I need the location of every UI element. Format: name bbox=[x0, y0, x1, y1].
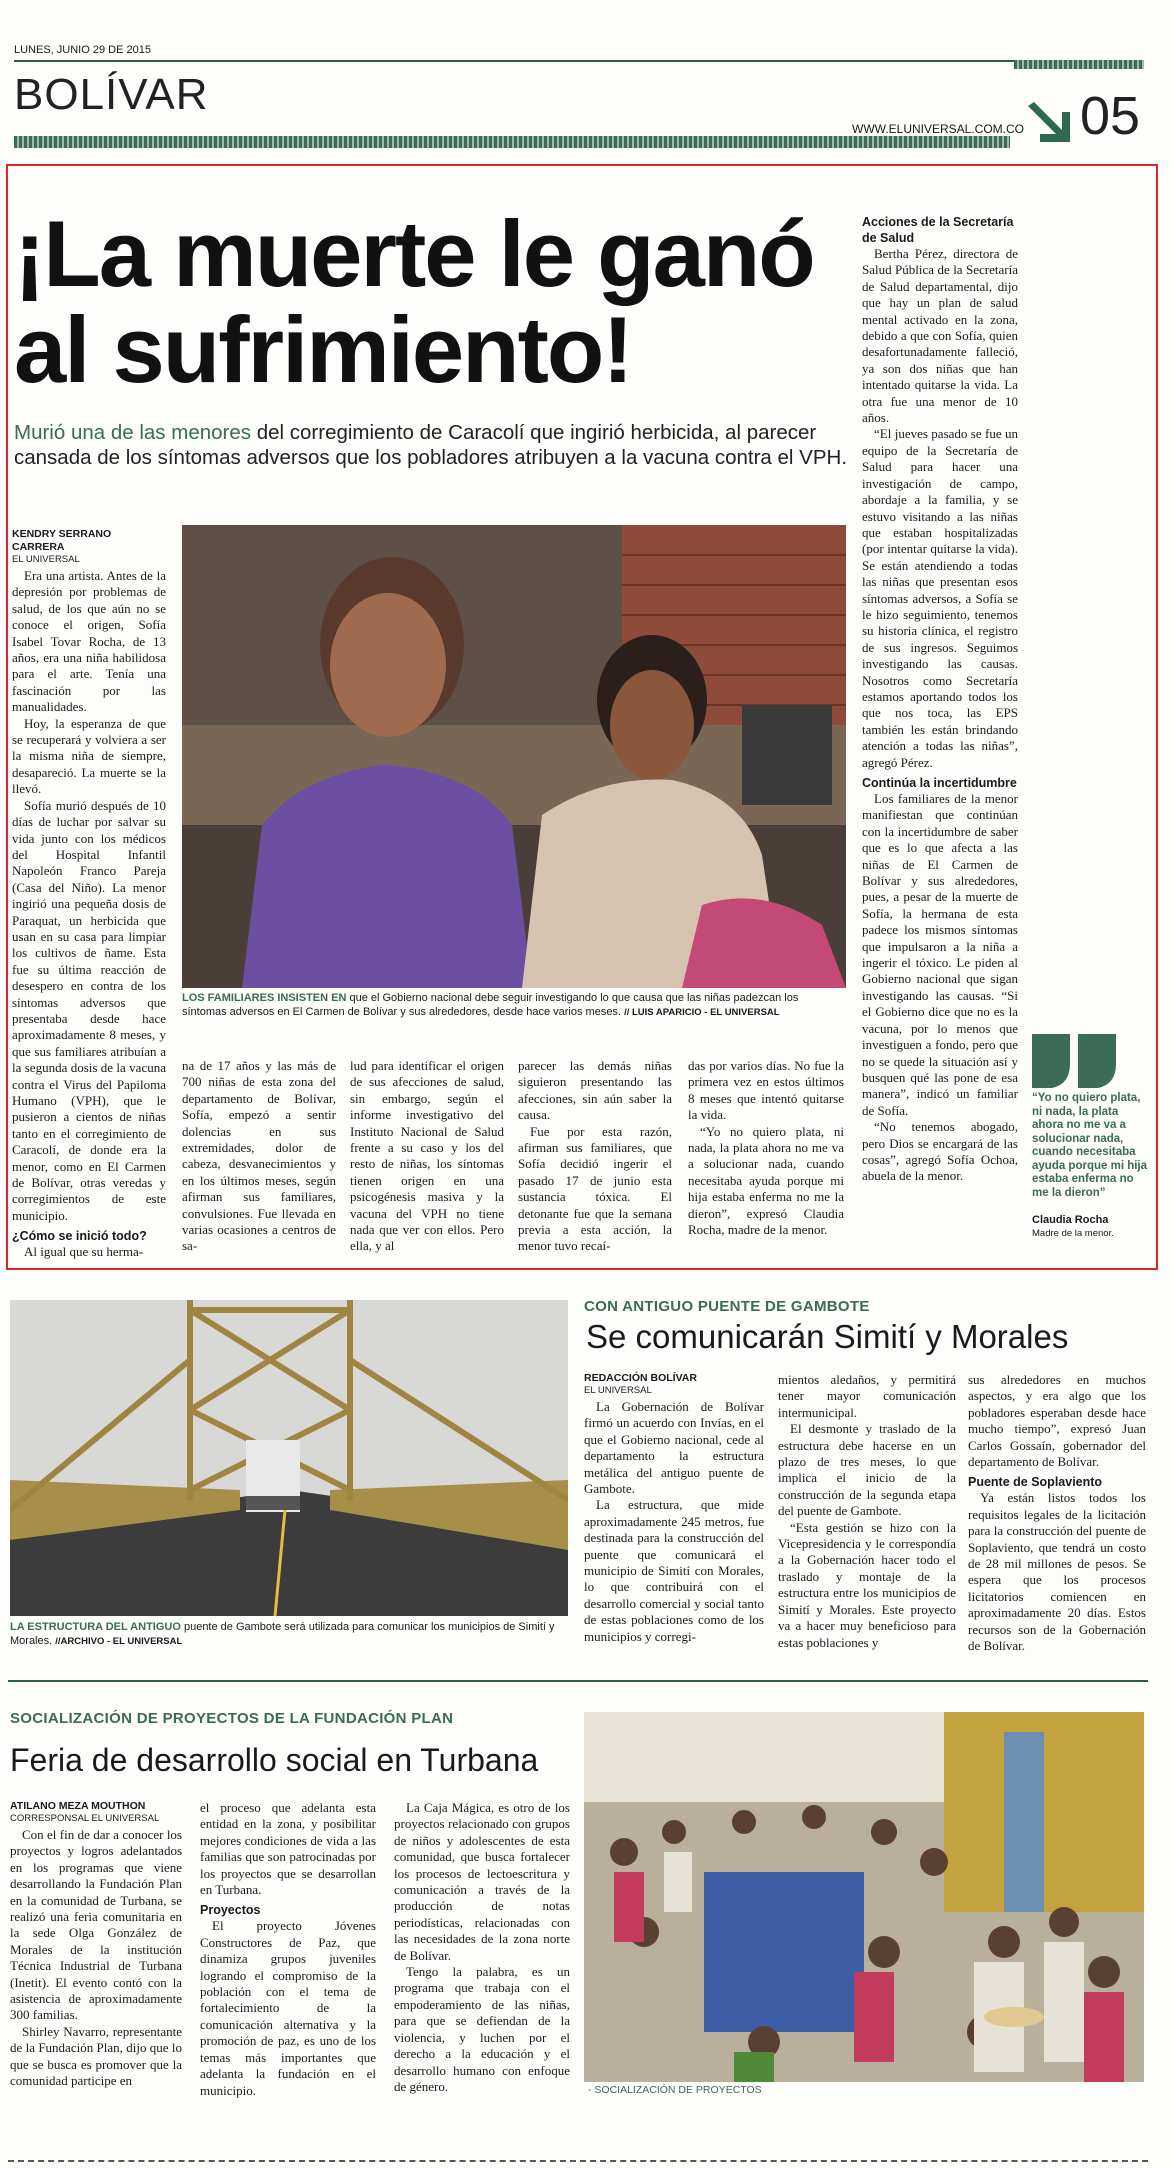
paragraph: sus alrededores en muchos aspectos, y era algo que los pobladores esperaban desde hace mucho tiempo”, expresó Juan Carlos Gossaín, gobernador del departamento de Bolívar. bbox=[968, 1372, 1146, 1470]
gambote-kicker: CON ANTIGUO PUENTE DE GAMBOTE bbox=[584, 1298, 870, 1315]
gambote-headline: Se comunicarán Simití y Morales bbox=[586, 1318, 1069, 1355]
gambote-caption bbox=[10, 1620, 568, 1649]
header-top-rule bbox=[14, 60, 1014, 62]
subhead: Continúa la incertidumbre bbox=[862, 776, 1017, 790]
section-divider bbox=[8, 1680, 1148, 1682]
caption-rest: puente de Gambote será utilizada para comunicar los municipios de Simití y Morales. bbox=[10, 1621, 555, 1647]
subhead: ¿Cómo se inició todo? bbox=[12, 1229, 147, 1244]
paragraph: Bertha Pérez, directora de Salud Pública de la Secretaría de Salud departamental, dijo que hay un plan de salud mental activado en la zona, debido a que con Sofía, quien desafortunadamente falleció, ya son dos niñas que han intentado quitarse la vida. La otra fue una menor de 10 años. bbox=[862, 246, 1018, 426]
headline-line-2: al sufrimiento! bbox=[14, 297, 632, 402]
main-headline bbox=[14, 201, 854, 402]
main-col-2 bbox=[182, 1058, 336, 1255]
deck-lead: Murió una de las menores bbox=[14, 421, 252, 444]
feria-col-2 bbox=[200, 1800, 376, 2099]
section-title: BOLÍVAR bbox=[14, 70, 209, 119]
paragraph: Sofía murió después de 10 días de luchar por salvar su vida junto con los médicos del Hospital Infantil Napoleón Franco Pareja (Casa del Niño). La menor ingirió una pequeña dosis de Paraquat, un herbicida que usan en su casa para limpiar los cultivos de ñame. Esta fue su última reacción de desespero en contra de los síntomas adversos que presentaba desde hace aproximadamente 8 meses, y que sus familiares atribuían a la segunda dosis de la vacuna contra el Virus del Papiloma Humano (VPH), que le pusieron a cientos de niñas tanto en el corregimiento de Caracolí, de donde era la menor, como en El Carmen de Bolívar, otras veredas y corregimientos de este municipio. bbox=[12, 797, 166, 1223]
feria-col-3 bbox=[394, 1800, 570, 2095]
paragraph: parecer las demás niñas siguieron presentando las afecciones, sin aún saber la causa. bbox=[518, 1058, 672, 1123]
pull-quote: “Yo no quiero plata, ni nada, la plata ahora no me va a solucionar nada, cuando necesitaba ayuda porque mi hija estaba enferma no me la dieron” bbox=[1032, 1092, 1148, 1199]
paragraph: “Esta gestión se hizo con la Vicepresidencia y le correspondía a la Gobernación hacer todo el traslado y montaje de la estructura entre los municipios de Simití y Morales. Este proyecto va a hacer muy beneficioso para estas poblaciones y bbox=[778, 1519, 956, 1650]
paragraph: Hoy, la esperanza de que se recuperará y volviera a ser la misma niña de siempre, desapareció. La muerte se la llevó. bbox=[12, 715, 166, 797]
quote-marks-icon bbox=[1032, 1034, 1118, 1088]
main-col-4 bbox=[518, 1058, 672, 1255]
feria-photo bbox=[584, 1712, 1144, 2082]
paragraph: Los familiares de la menor manifiestan que continúan con la incertidumbre de saber que es lo que afecta a las niñas de El Carmen de Bolívar y sus alrededores, pues, a pesar de la muerte de Sofía, la hermana de esta padece los mismos síntomas que impulsaron a la niña a ingerir el tóxico. Le piden al Gobierno nacional que sigan investigando las causas. “Si el Gobierno dice que no es la vacuna, por lo menos que investiguen a fondo, pero que no se quede la situación así y busquen qué las pone de esa manera”, indicó un familiar de Sofía. bbox=[862, 791, 1018, 1118]
caption-lead: LA ESTRUCTURA DEL ANTIGUO bbox=[10, 1621, 181, 1633]
deck-rest: del corregimiento de Caracolí que ingirió herbicida, al parecer cansada de los síntomas adversos que los pobladores atribuyen a la vacuna contra el VPH. bbox=[14, 421, 848, 469]
paragraph: El proyecto Jóvenes Constructores de Paz, que dinamiza grupos juveniles logrando el compromiso de la población con el tema de fortalecimiento de la comunicación alternativa y la promoción de paz, es uno de los temas más importantes que adelanta la fundación en el municipio. bbox=[200, 1918, 376, 2098]
quote-role: Madre de la menor. bbox=[1032, 1228, 1114, 1239]
main-col-1 bbox=[12, 528, 166, 1261]
paragraph: el proceso que adelanta esta entidad en la zona, y posibilitar mejores condiciones de vida a las familias que son patrocinadas por los proyectos que se desarrollan en Turbana. bbox=[200, 1800, 376, 1898]
subhead: Acciones de la Secretaría de Salud bbox=[862, 215, 1014, 245]
main-side-col bbox=[862, 214, 1018, 1185]
header-stripe bbox=[14, 136, 1010, 148]
main-col-5 bbox=[688, 1058, 844, 1238]
paragraph: mientos aledaños, y permitirá tener mayor comunicación intermunicipal. bbox=[778, 1372, 956, 1420]
paragraph: Al igual que su herma- bbox=[24, 1244, 144, 1260]
feria-author: ATILANO MEZA MOUTHON bbox=[10, 1800, 146, 1812]
paragraph: “No tenemos abogado, pero Dios se encargará de las cosas”, agregó Sofía Ochoa, abuela de la menor. bbox=[862, 1119, 1018, 1184]
main-photo bbox=[182, 525, 846, 988]
quote-name: Claudia Rocha bbox=[1032, 1214, 1109, 1226]
gambote-photo bbox=[10, 1300, 568, 1616]
page-number: 05 bbox=[1080, 86, 1141, 146]
gambote-outlet: EL UNIVERSAL bbox=[584, 1385, 652, 1396]
feria-col-1 bbox=[10, 1800, 182, 2090]
paragraph: “El jueves pasado se fue un equipo de la Secretaría de Salud para hacer una investigación de campo, abordaje a la familia, y se estuvo visitando a las niñas que estaban hospitalizadas (por intentar quitarse la vida). Se están atendiendo a todas las niñas que presentan esos síntomas adversos, a Sofía se le hizo seguimiento, tenemos su historia clínica, el registro de sus ingresos. Seguimos investigando las causas. Nosotros como Secretaría estamos aportando todos los que nos toca, las EPS también les están brindando atención a todas las niñas”, agregó Pérez. bbox=[862, 426, 1018, 770]
gambote-col-3 bbox=[968, 1372, 1146, 1655]
main-deck bbox=[14, 420, 854, 470]
paragraph: lud para identificar el origen de sus afecciones de salud, sin embargo, según el informe investigativo del Instituto Nacional de Salud frente a su caso y los del resto de niñas, los síntomas tienen origen en una psicogénesis masiva y la vacuna del VPH no tiene nada que ver con ellos. Pero ella, y al bbox=[350, 1058, 504, 1254]
feria-kicker: SOCIALIZACIÓN DE PROYECTOS DE LA FUNDACIÓN PLAN bbox=[10, 1710, 454, 1727]
caption-lead: LOS FAMILIARES INSISTEN EN bbox=[182, 992, 347, 1004]
header-top-stripe bbox=[1014, 60, 1144, 69]
paragraph: das por varios días. No fue la primera vez en estos últimos 8 meses que intentó quitarse la vida. bbox=[688, 1058, 844, 1123]
feria-photo-caption: - SOCIALIZACIÓN DE PROYECTOS bbox=[588, 2084, 762, 2096]
paragraph: na de 17 años y las más de 700 niñas de esta zona del departamento de Bolívar, Sofía, empezó a sentir dolencias en sus extremidades, dolor de cabeza, desvanecimientos y en los últimos meses, según afirman sus familiares, convulsiones. Fue llevada en varias ocasiones a centros de sa- bbox=[182, 1058, 336, 1254]
gambote-author: REDACCIÓN BOLÍVAR bbox=[584, 1372, 697, 1384]
subhead: Puente de Soplaviento bbox=[968, 1475, 1103, 1490]
main-photo-caption bbox=[182, 991, 846, 1020]
photo-credit: //ARCHIVO - EL UNIVERSAL bbox=[55, 1636, 183, 1647]
feria-outlet: CORRESPONSAL EL UNIVERSAL bbox=[10, 1813, 160, 1824]
paragraph: Fue por esta razón, afirman sus familiares, que Sofía decidió ingerir el pasado 17 de junio esta sustancia tóxica. El detonante fue que la semana previa a esta acción, la menor tuvo recaí- bbox=[518, 1123, 672, 1254]
paragraph: “Yo no quiero plata, ni nada, la plata ahora no me va a solucionar nada, cuando necesitaba ayuda porque mi hija estaba enferma no me la dieron”, expresó Claudia Rocha, madre de la menor. bbox=[688, 1123, 844, 1238]
main-author: KENDRY SERRANO CARRERA bbox=[12, 528, 112, 553]
issue-date: LUNES, JUNIO 29 DE 2015 bbox=[14, 44, 151, 56]
paragraph: Ya están listos todos los requisitos legales de la licitación para la construcción del puente de Soplaviento, que tendrá un costo de 28 mil millones de pesos. Se espera que los procesos licitatorios comiencen en aproximadamente 20 días. Estos recursos son de la Gobernación de Bolívar. bbox=[968, 1490, 1146, 1654]
paragraph: Tengo la palabra, es un programa que trabaja con el empoderamiento de las niñas, para que se defiendan de la violencia, y luchen por el derecho a la educación y el desarrollo humano con enfoque de género. bbox=[394, 1964, 570, 2094]
photo-credit: // LUIS APARICIO - EL UNIVERSAL bbox=[624, 1007, 780, 1018]
paragraph: Era una artista. Antes de la depresión por problemas de salud, de los que aún no se conoce el origen, Sofía Isabel Tovar Rocha, de 13 años, era una niña habilidosa para el arte. Tenía una fascinación por las manualidades. bbox=[12, 568, 166, 715]
page-bottom-rule bbox=[8, 2160, 1148, 2162]
site-url: WWW.ELUNIVERSAL.COM.CO bbox=[852, 122, 1025, 136]
paragraph: La Caja Mágica, es otro de los proyectos relacionado con grupos de niños y adolescentes de esta comunidad, que busca fortalecer los procesos de lectoescritura y comunicación a través de la producción de notas periodísticas, relacionadas con las necesidades de la zona norte de Bolívar. bbox=[394, 1800, 570, 1963]
paragraph: La estructura, que mide aproximadamente 245 metros, fue destinada para la construcción del puente que comunicará el municipio de Simití con Morales, lo que contribuirá con el desarrollo comercial y social tanto de estas poblaciones como de los municipios y corregi- bbox=[584, 1497, 764, 1644]
paragraph: Shirley Navarro, representante de la Fundación Plan, dijo que lo que se busca es promover que la comunidad participe en bbox=[10, 2023, 182, 2089]
main-outlet: EL UNIVERSAL bbox=[12, 554, 80, 565]
feria-headline: Feria de desarrollo social en Turbana bbox=[10, 1742, 539, 1778]
gambote-col-2 bbox=[778, 1372, 956, 1651]
main-col-3 bbox=[350, 1058, 504, 1255]
paragraph: La Gobernación de Bolívar firmó un acuerdo con Invías, en el que el Gobierno nacional, cede al departamento la estructura metálica del antiguo puente de Gambote. bbox=[584, 1399, 764, 1497]
caption-rest: que el Gobierno nacional debe seguir investigando lo que causa que las niñas padezcan los síntomas adversos en El Carmen de Bolívar y sus alrededores, desde hace varios meses. bbox=[182, 992, 799, 1018]
arrow-icon bbox=[1028, 98, 1076, 144]
headline-line-1: ¡La muerte le ganó bbox=[14, 201, 814, 306]
gambote-col-1 bbox=[584, 1372, 764, 1645]
paragraph: El desmonte y traslado de la estructura debe hacerse en un plazo de tres meses, lo que implica el inicio de la construcción de la segunda etapa del puente de Gambote. bbox=[778, 1421, 956, 1519]
subhead: Proyectos bbox=[200, 1903, 261, 1918]
paragraph: Con el fin de dar a conocer los proyectos y logros adelantados en los programas que viene desarrollando la Fundación Plan en la comunidad de Turbana, se realizó una feria comunitaria en la sede Olga González de Morales de la institución Técnica Industrial de Turbana (Inetit). El evento contó con la asistencia de aproximadamente 300 familias. bbox=[10, 1827, 182, 2023]
